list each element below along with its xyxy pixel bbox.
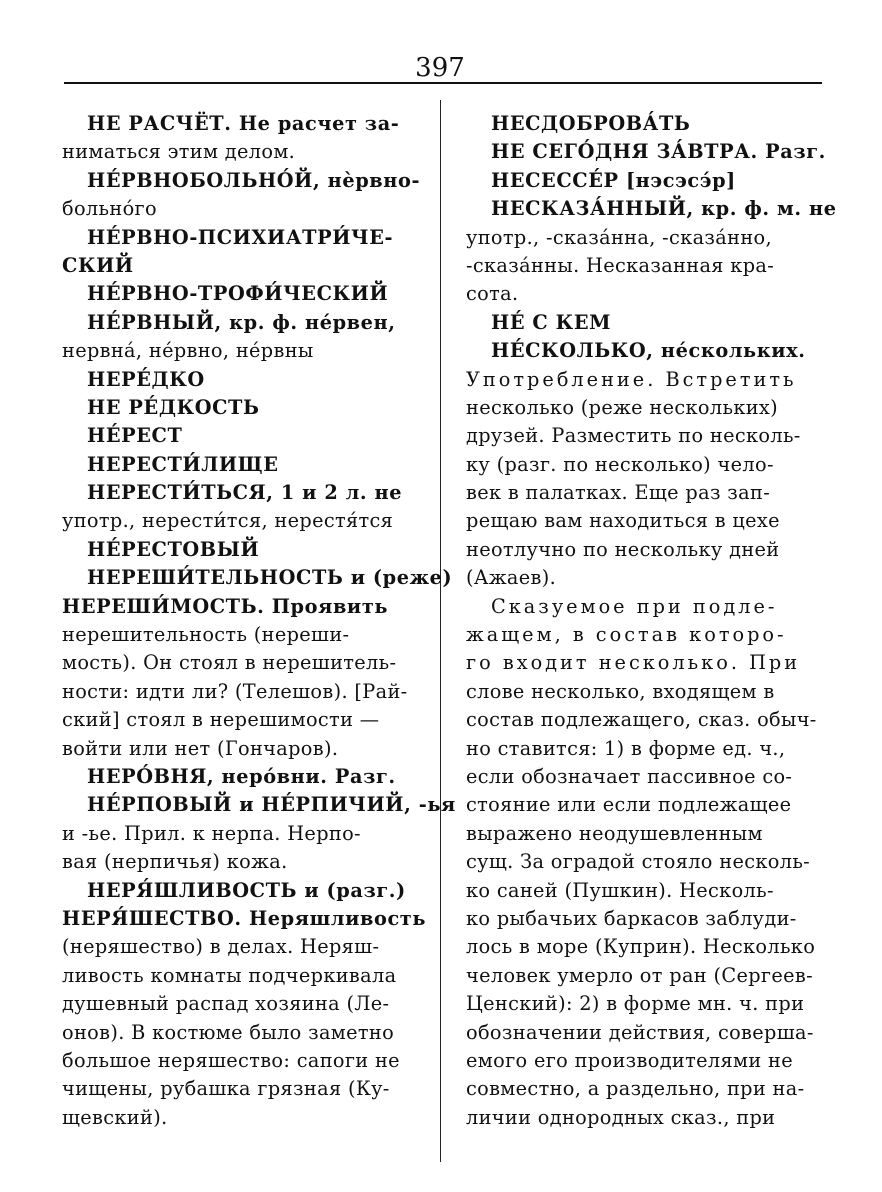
right-column-line: если обозначает пассивное со- <box>466 764 793 788</box>
right-column-line: совместно, а раздельно, при на- <box>466 1077 805 1101</box>
right-column-line: друзей. Разместить по несколь- <box>466 424 801 448</box>
right-column-line: НЕСДОБРОВА́ТЬ <box>491 112 691 135</box>
right-column-line: емого его производителями не <box>466 1048 793 1072</box>
right-column-line: ку (разг. по несколько) чело- <box>466 452 774 476</box>
right-column-line: Ценский): 2) в форме мн. ч. при <box>466 992 805 1016</box>
right-column-line: НЕСЕССЕ́Р [нэсэсэ́р] <box>491 168 736 192</box>
left-column-line: чищены, рубашка грязная (Ку- <box>62 1077 390 1101</box>
left-column-line: большое неряшество: сапоги не <box>62 1048 400 1072</box>
right-column-line: состав подлежащего, сказ. обыч- <box>466 708 817 732</box>
header-rule <box>64 82 822 84</box>
right-column-line: стояние или если подлежащее <box>466 793 792 817</box>
left-column-line: и -ье. Прил. к нерпа. Нерпо- <box>62 821 361 845</box>
left-column-line: НЕРЕШИ́ТЕЛЬНОСТЬ и (реже) <box>87 566 453 590</box>
right-column-line: Употребление. Встретить <box>466 367 797 391</box>
left-column-line: войти или нет (Гончаров). <box>62 736 339 760</box>
column-divider <box>440 100 441 1162</box>
left-column-line: употр., нерести́тся, нерестя́тся <box>62 509 394 533</box>
left-column-line: душевный распад хозяина (Ле- <box>62 992 390 1016</box>
right-column-line: выражено неодушевленным <box>466 821 763 845</box>
left-column-line: мость). Он стоял в нерешитель- <box>62 651 397 675</box>
left-column-line: больно́го <box>62 197 157 221</box>
right-column-line: слове несколько, входящем в <box>466 679 775 703</box>
right-column-line: НЕСКАЗА́ННЫЙ, кр. ф. м. не <box>491 197 837 221</box>
right-column-line: (Ажаев). <box>466 566 557 590</box>
left-column-line: нервна́, не́рвно, не́рвны <box>62 339 314 363</box>
right-column-line: обозначении действия, соверша- <box>466 1020 814 1044</box>
right-column-line: век в палатках. Еще раз зап- <box>466 481 771 505</box>
right-column-line: НЕ́ С КЕМ <box>491 310 612 334</box>
right-column <box>466 110 837 1132</box>
left-column-line: НЕ́РЕСТОВЫЙ <box>87 537 260 561</box>
left-column-line: ливость комнаты подчеркивала <box>62 963 397 987</box>
left-column-line: НЕ́РПОВЫЙ и НЕ́РПИЧИЙ, -ья <box>87 793 456 817</box>
left-column-line: ниматься этим делом. <box>62 140 296 164</box>
right-column-line: ко рыбачьих баркасов заблуди- <box>466 906 797 930</box>
right-column-line: НЕ СЕГО́ДНЯ ЗА́ВТРА. Разг. <box>491 140 826 164</box>
right-column-line: личии однородных сказ., при <box>466 1105 776 1129</box>
left-column-line: НЕ РЕ́ДКОСТЬ <box>87 395 260 419</box>
left-column-line: НЕРО́ВНЯ, неро́вни. Разг. <box>87 764 396 788</box>
left-column-line: вая (нерпичья) кожа. <box>62 850 288 874</box>
left-column-line: НЕ РАСЧЁТ. Не расчет за- <box>87 112 400 135</box>
right-column-line: сота. <box>466 282 519 306</box>
right-column-line: -сказа́нны. Несказанная кра- <box>466 253 775 277</box>
right-column-line: но ставится: 1) в форме ед. ч., <box>466 736 786 760</box>
left-column-line: НЕРЕСТИ́ТЬСЯ, 1 и 2 л. не <box>87 481 403 505</box>
left-column-line: ский] стоял в нерешимости — <box>62 708 380 732</box>
right-column-line: НЕ́СКОЛЬКО, не́скольких. <box>491 339 806 363</box>
left-column-line: НЕРЯ́ШЕСТВО. Неряшливость <box>62 906 427 930</box>
right-column-line: сущ. За оградой стояло несколь- <box>466 850 811 874</box>
right-column-line: лось в море (Куприн). Несколько <box>466 935 816 959</box>
right-column-line: употр., -сказа́нна, -сказа́нно, <box>466 225 772 249</box>
left-column-line: НЕРЕШИ́МОСТЬ. Проявить <box>62 594 389 618</box>
left-column-line: НЕ́РВНО-ТРОФИ́ЧЕСКИЙ <box>87 282 389 306</box>
right-column-line: несколько (реже нескольких) <box>466 395 779 419</box>
right-column-line: го входит несколько. При <box>466 651 801 675</box>
left-column-line: НЕ́РВНОБОЛЬНО́Й, нѐрвно- <box>87 168 421 192</box>
left-column-line: ности: идти ли? (Телешов). [Рай- <box>62 679 408 703</box>
right-column-line: неотлучно по нескольку дней <box>466 537 780 561</box>
left-column-line: НЕРЕ́ДКО <box>87 367 205 391</box>
left-column-line: НЕ́РВНО-ПСИХИАТРИ́ЧЕ- <box>87 225 394 249</box>
left-column-line: онов). В костюме было заметно <box>62 1020 395 1044</box>
left-column-line: НЕ́РВНЫЙ, кр. ф. не́рвен, <box>87 310 396 334</box>
right-column-line: Сказуемое при подле- <box>491 594 778 618</box>
right-column-line: ко саней (Пушкин). Несколь- <box>466 878 774 902</box>
left-column-line: НЕРЯ́ШЛИВОСТЬ и (разг.) <box>87 878 406 902</box>
page-number: 397 <box>415 53 465 83</box>
right-column-line: жащем, в состав которо- <box>466 623 787 647</box>
left-column-line: (неряшество) в делах. Неряш- <box>62 935 380 959</box>
left-column <box>62 110 456 1132</box>
left-column-line: НЕРЕСТИ́ЛИЩЕ <box>87 452 279 476</box>
left-column-line: щевский). <box>62 1105 168 1129</box>
left-column-line: нерешительность (нереши- <box>62 623 350 647</box>
right-column-line: человек умерло от ран (Сергеев- <box>466 963 813 987</box>
left-column-line: НЕ́РЕСТ <box>87 424 183 448</box>
right-column-line: рещаю вам находиться в цехе <box>466 509 780 533</box>
left-column-line: СКИЙ <box>62 253 134 277</box>
